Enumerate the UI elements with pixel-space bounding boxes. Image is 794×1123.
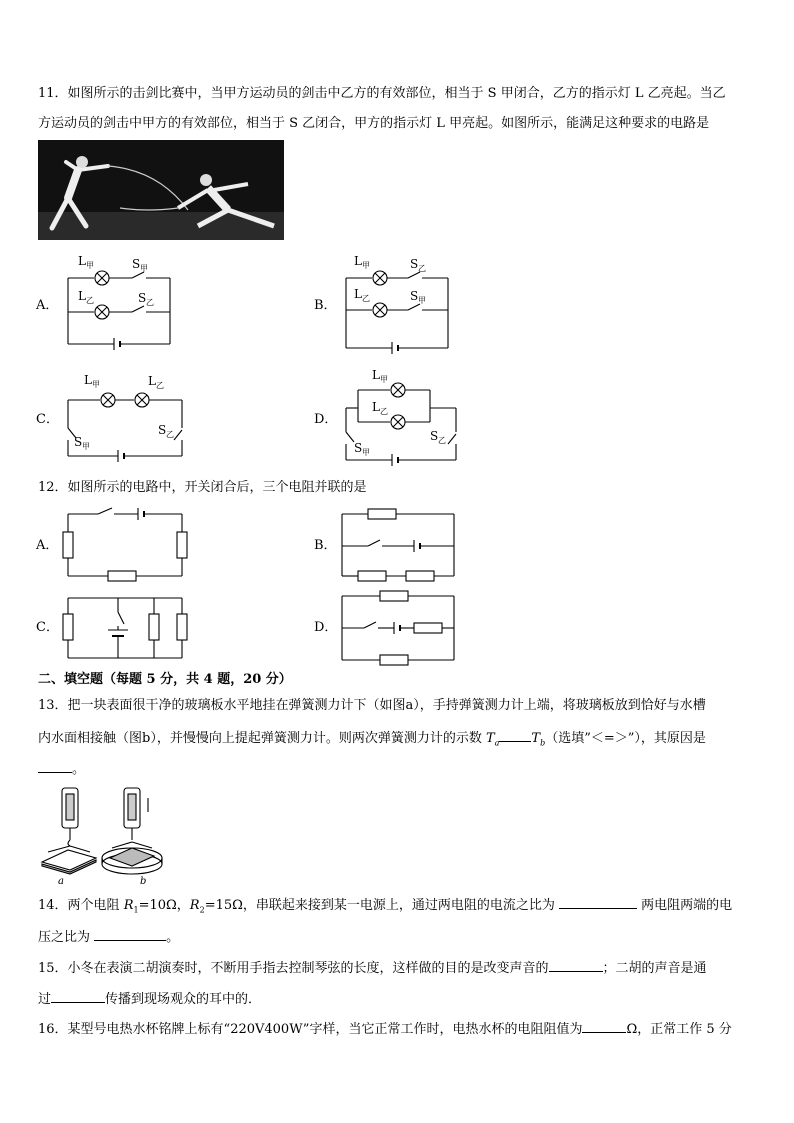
q12-option-c[interactable]: C． [36, 620, 59, 635]
svg-text:甲: 甲 [86, 261, 94, 270]
q14-blank-current[interactable] [559, 894, 637, 909]
q11-option-d[interactable]: D． [314, 412, 338, 427]
svg-text:S: S [410, 257, 419, 271]
svg-text:L: L [148, 374, 156, 388]
q12-circuit-d [338, 588, 458, 666]
svg-text:L: L [354, 287, 362, 301]
svg-text:b: b [140, 876, 147, 887]
q11-line1: 11．如图所示的击剑比赛中，当甲方运动员的剑击中乙方的有效部位，相当于 S 甲闭合，乙方的指示灯 L 乙亮起。当乙 [38, 86, 726, 101]
q13-figure [38, 786, 178, 886]
svg-text:L: L [84, 373, 92, 387]
q11-option-a[interactable]: A． [36, 298, 59, 313]
q15-line2: 过 传播到现场观众的耳中的． [38, 988, 261, 1010]
svg-text:甲: 甲 [82, 442, 90, 451]
q16-line1: 16．某型号电热水杯铭牌上标有“220V400W”字样，当它正常工作时，电热水杯的电阻阻值为 Ω，正常工作 5 分 [38, 1018, 732, 1040]
svg-text:L: L [78, 254, 86, 268]
q13-blank-compare[interactable] [499, 727, 531, 742]
q12-option-b[interactable]: B． [314, 538, 337, 553]
svg-text:S: S [430, 429, 439, 443]
q11-circuit-a [60, 250, 180, 360]
q13-blank-reason[interactable] [38, 758, 72, 773]
q12-stem: 12．如图所示的电路中，开关闭合后，三个电阻并联的是 [38, 480, 367, 495]
q14-line2: 压之比为 。 [38, 926, 179, 948]
q15-blank-medium[interactable] [51, 988, 105, 1003]
q12-option-a[interactable]: A． [36, 538, 59, 553]
svg-text:L: L [372, 368, 380, 382]
svg-text:乙: 乙 [86, 296, 94, 305]
svg-text:甲: 甲 [140, 264, 148, 273]
svg-text:S: S [132, 257, 141, 271]
svg-text:L: L [78, 289, 86, 303]
q12-circuit-c [62, 594, 188, 662]
q14-blank-voltage[interactable] [94, 926, 166, 941]
q15-blank-property[interactable] [549, 957, 603, 972]
svg-text:S: S [138, 291, 147, 305]
q12-option-d[interactable]: D． [314, 620, 338, 635]
q11-option-b[interactable]: B． [314, 298, 337, 313]
svg-text:甲: 甲 [92, 380, 100, 389]
svg-text:乙: 乙 [146, 298, 154, 307]
svg-text:甲: 甲 [380, 375, 388, 384]
svg-text:L: L [354, 254, 362, 268]
svg-text:乙: 乙 [156, 381, 164, 390]
svg-text:S: S [74, 435, 83, 449]
q11-circuit-c [60, 372, 190, 472]
svg-text:S: S [158, 423, 167, 437]
svg-text:L: L [372, 400, 380, 414]
q13-line2: 内水面相接触（图b），并慢慢向上提起弹簧测力计。则两次弹簧测力计的示数 $T_a$ $T_b$（选填”＜=＞”），其原因是 [38, 727, 706, 754]
svg-text:甲: 甲 [362, 261, 370, 270]
q11-line2: 方运动员的剑击中甲方的有效部位，相当于 S 乙闭合，甲方的指示灯 L 甲亮起。如图所示，能满足这种要求的电路是 [38, 116, 710, 131]
svg-text:乙: 乙 [418, 264, 426, 273]
q16-blank-resistance[interactable] [582, 1018, 626, 1033]
svg-text:S: S [410, 289, 419, 303]
svg-text:乙: 乙 [166, 430, 174, 439]
q11-option-c[interactable]: C． [36, 412, 59, 427]
q11-circuit-b [338, 250, 458, 360]
fencing-photo [38, 140, 284, 240]
svg-text:乙: 乙 [362, 294, 370, 303]
q14-line1: 14．两个电阻 $R_1=10\Omega$，$R_2=15\Omega$，串联起来接到某一电源上，通过两电阻的电流之比为 两电阻两端的电 [38, 894, 732, 921]
svg-text:甲: 甲 [418, 296, 426, 305]
q15-line1: 15．小冬在表演二胡演奏时，不断用手指去控制琴弦的长度，这样做的目的是改变声音的 ；二胡的声音是通 [38, 957, 707, 979]
resistor-icon [63, 532, 73, 558]
q11-circuit-d [338, 368, 468, 472]
svg-text:a: a [58, 876, 64, 887]
q13-line1: 13．把一块表面很干净的玻璃板水平地挂在弹簧测力计下（如图a），手持弹簧测力计上端，将玻璃板放到恰好与水槽 [38, 698, 706, 713]
svg-text:S: S [354, 441, 363, 455]
svg-text:乙: 乙 [438, 436, 446, 445]
q12-circuit-b [338, 506, 458, 582]
q12-circuit-a [62, 504, 188, 580]
svg-text:乙: 乙 [380, 407, 388, 416]
q13-line3: 。 [38, 758, 85, 780]
section-heading: 二、填空题（每题 5 分，共 4 题，20 分） [38, 672, 292, 687]
svg-text:甲: 甲 [362, 448, 370, 457]
